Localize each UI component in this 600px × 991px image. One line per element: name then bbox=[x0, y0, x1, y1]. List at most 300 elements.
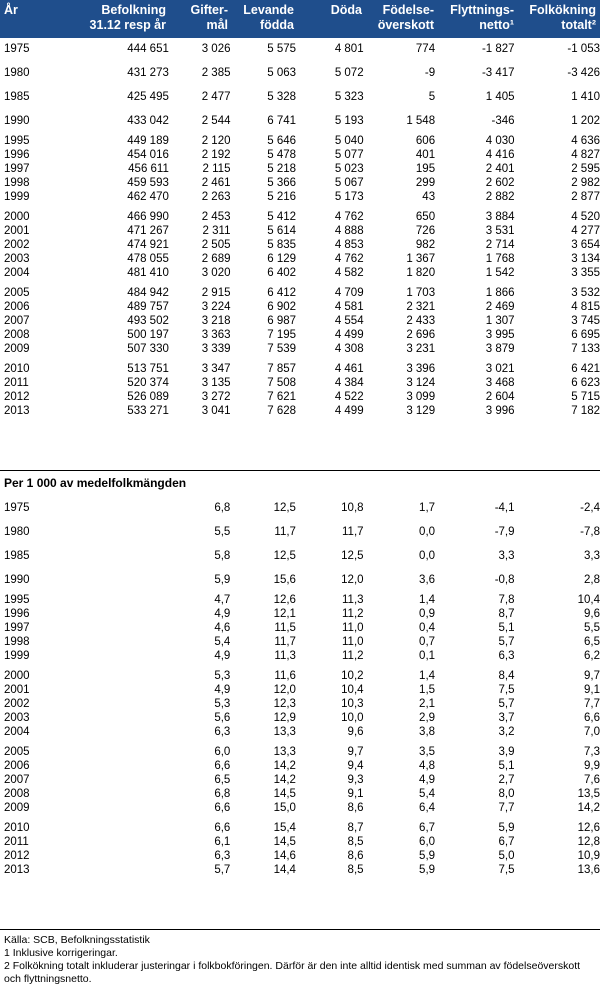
marriages-cell: 3 026 bbox=[201, 43, 231, 55]
total-increase-cell: 3 654 bbox=[571, 239, 600, 251]
births-cell: 14,6 bbox=[273, 850, 296, 862]
deaths-cell: 11,3 bbox=[342, 594, 364, 606]
marriages-cell: 2 192 bbox=[201, 149, 231, 161]
header-births: Levande födda bbox=[243, 3, 294, 32]
total-increase-cell: 9,9 bbox=[584, 760, 600, 772]
population-cell bbox=[64, 821, 169, 835]
marriages-cell: 4,9 bbox=[214, 684, 231, 696]
group-spacer bbox=[0, 515, 600, 525]
births-cell: 7 508 bbox=[267, 377, 297, 389]
total-increase-cell: 7,0 bbox=[584, 726, 600, 738]
net-migration-cell: 7,7 bbox=[498, 802, 515, 814]
natural-increase-cell: 4,8 bbox=[419, 760, 436, 772]
spacer-cell bbox=[0, 515, 600, 525]
population-cell: 478 055 bbox=[127, 253, 169, 265]
population-cell bbox=[64, 773, 169, 787]
year-cell: 2005 bbox=[4, 746, 30, 758]
net-migration-cell: -7,9 bbox=[494, 526, 515, 538]
source-note: Källa: SCB, Befolkningsstatistik bbox=[4, 934, 150, 946]
deaths-cell: 10,3 bbox=[341, 698, 364, 710]
year-cell: 1997 bbox=[4, 622, 30, 634]
table-row bbox=[0, 286, 600, 300]
natural-increase-cell: 1 367 bbox=[406, 253, 436, 265]
births-cell: 5 328 bbox=[267, 91, 297, 103]
natural-increase-cell: 1 703 bbox=[406, 287, 436, 299]
table-row bbox=[0, 745, 600, 759]
deaths-cell: 4 762 bbox=[334, 211, 364, 223]
marriages-cell: 2 915 bbox=[201, 287, 231, 299]
marriages-cell: 5,7 bbox=[214, 864, 231, 876]
table-row bbox=[0, 300, 600, 314]
year-cell: 1995 bbox=[4, 594, 30, 606]
year-cell: 2004 bbox=[4, 267, 30, 279]
year-cell: 2008 bbox=[4, 329, 30, 341]
spacer-cell bbox=[0, 563, 600, 573]
marriages-cell: 5,3 bbox=[214, 698, 231, 710]
net-migration-cell: 8,7 bbox=[498, 608, 515, 620]
year-cell: 2005 bbox=[4, 287, 30, 299]
population-cell bbox=[64, 621, 169, 635]
total-increase-cell: 6 623 bbox=[571, 377, 600, 389]
deaths-cell: 12,5 bbox=[341, 550, 364, 562]
deaths-cell: 8,6 bbox=[347, 802, 364, 814]
year-cell: 2009 bbox=[4, 343, 30, 355]
population-cell: 526 089 bbox=[127, 391, 169, 403]
total-increase-cell: 5,5 bbox=[584, 622, 600, 634]
net-migration-cell: 1 542 bbox=[485, 267, 515, 279]
net-migration-cell: 7,5 bbox=[498, 864, 515, 876]
total-increase-cell: 10,4 bbox=[577, 594, 600, 606]
deaths-cell: 8,5 bbox=[347, 864, 364, 876]
population-cell: 449 189 bbox=[127, 135, 169, 147]
table-row bbox=[0, 593, 600, 607]
deaths-cell: 12,0 bbox=[341, 574, 364, 586]
table-row bbox=[0, 190, 600, 204]
natural-increase-cell: 2 433 bbox=[406, 315, 436, 327]
births-cell: 12,1 bbox=[273, 608, 296, 620]
marriages-cell: 3 363 bbox=[201, 329, 231, 341]
table-row bbox=[0, 759, 600, 773]
section-divider bbox=[0, 470, 600, 471]
total-increase-cell: 7 133 bbox=[571, 343, 600, 355]
net-migration-cell: 5,0 bbox=[498, 850, 515, 862]
natural-increase-cell: 6,4 bbox=[419, 802, 436, 814]
population-cell: 471 267 bbox=[127, 225, 169, 237]
deaths-cell: 4 801 bbox=[334, 43, 364, 55]
births-cell: 6 902 bbox=[267, 301, 297, 313]
year-cell: 2001 bbox=[4, 225, 30, 237]
total-increase-cell: 3,3 bbox=[584, 550, 600, 562]
marriages-cell: 6,0 bbox=[214, 746, 231, 758]
total-increase-cell: 3 355 bbox=[571, 267, 600, 279]
net-migration-cell: 5,7 bbox=[498, 698, 515, 710]
marriages-cell: 2 385 bbox=[201, 67, 231, 79]
births-cell: 5 835 bbox=[267, 239, 297, 251]
header-total-increase: Folkökning totalt² bbox=[529, 3, 596, 32]
births-cell: 14,5 bbox=[273, 788, 296, 800]
natural-increase-cell: 0,4 bbox=[419, 622, 436, 634]
natural-increase-cell: 2 696 bbox=[406, 329, 436, 341]
deaths-cell: 4 853 bbox=[334, 239, 364, 251]
total-increase-cell: 6,6 bbox=[584, 712, 600, 724]
table-row bbox=[0, 162, 600, 176]
year-cell: 2011 bbox=[4, 377, 29, 389]
net-migration-cell: 2,7 bbox=[498, 774, 515, 786]
net-migration-cell: 8,4 bbox=[498, 670, 515, 682]
table-row bbox=[0, 224, 600, 238]
natural-increase-cell: 43 bbox=[422, 191, 436, 203]
footer-divider bbox=[0, 929, 600, 930]
year-cell: 2003 bbox=[4, 712, 30, 724]
group-spacer bbox=[0, 56, 600, 66]
natural-increase-cell: 3,5 bbox=[419, 746, 436, 758]
total-increase-cell: 14,2 bbox=[577, 802, 600, 814]
population-cell: 520 374 bbox=[127, 377, 169, 389]
deaths-cell: 5 323 bbox=[334, 91, 364, 103]
deaths-cell: 4 308 bbox=[334, 343, 364, 355]
marriages-cell: 2 263 bbox=[201, 191, 231, 203]
table-row bbox=[0, 607, 600, 621]
births-cell: 12,3 bbox=[273, 698, 296, 710]
table-row bbox=[0, 134, 600, 148]
total-increase-cell: 2 877 bbox=[571, 191, 600, 203]
population-cell bbox=[64, 801, 169, 815]
births-cell: 5 216 bbox=[267, 191, 297, 203]
natural-increase-cell: 5,9 bbox=[419, 864, 436, 876]
natural-increase-cell: 606 bbox=[415, 135, 436, 147]
year-cell: 2007 bbox=[4, 774, 30, 786]
natural-increase-cell: 4,9 bbox=[419, 774, 436, 786]
net-migration-cell: 7,8 bbox=[498, 594, 515, 606]
year-cell: 1998 bbox=[4, 636, 30, 648]
births-cell: 11,6 bbox=[274, 670, 296, 682]
births-cell: 14,4 bbox=[273, 864, 296, 876]
marriages-cell: 5,6 bbox=[214, 712, 231, 724]
group-spacer bbox=[0, 104, 600, 114]
year-cell: 1975 bbox=[4, 502, 30, 514]
footnote-2: 2 Folkökning totalt inkluderar justeringar i folkbokföringen. Därför är den inte alltid identisk med summan av födelseöverskott och flyttningsnetto. bbox=[4, 960, 581, 985]
deaths-cell: 8,7 bbox=[347, 822, 364, 834]
marriages-cell: 3 339 bbox=[201, 343, 231, 355]
spacer-cell bbox=[0, 539, 600, 549]
population-cell: 462 470 bbox=[127, 191, 169, 203]
natural-increase-cell: 3 396 bbox=[406, 363, 436, 375]
natural-increase-cell: 2,9 bbox=[419, 712, 436, 724]
deaths-cell: 4 499 bbox=[334, 329, 364, 341]
table-row bbox=[0, 549, 600, 563]
population-cell bbox=[64, 863, 169, 877]
births-cell: 12,5 bbox=[273, 550, 296, 562]
marriages-cell: 6,3 bbox=[214, 850, 231, 862]
table-row bbox=[0, 711, 600, 725]
total-increase-cell: 9,7 bbox=[584, 670, 600, 682]
year-cell: 2013 bbox=[4, 864, 30, 876]
net-migration-cell: -1 827 bbox=[481, 43, 515, 55]
births-cell: 6 129 bbox=[267, 253, 297, 265]
population-cell: 507 330 bbox=[127, 343, 169, 355]
footnote-1: 1 Inklusive korrigeringar. bbox=[4, 947, 118, 959]
births-cell: 6 987 bbox=[267, 315, 297, 327]
births-cell: 11,5 bbox=[274, 622, 296, 634]
deaths-cell: 9,6 bbox=[347, 726, 364, 738]
natural-increase-cell: 1,7 bbox=[419, 502, 436, 514]
natural-increase-cell: 5,4 bbox=[419, 788, 436, 800]
table-row bbox=[0, 42, 600, 56]
year-cell: 2012 bbox=[4, 391, 30, 403]
year-cell: 2007 bbox=[4, 315, 30, 327]
net-migration-cell: 3 531 bbox=[485, 225, 515, 237]
population-cell bbox=[64, 635, 169, 649]
year-cell: 2006 bbox=[4, 760, 30, 772]
total-increase-cell: 13,6 bbox=[577, 864, 600, 876]
natural-increase-cell: -9 bbox=[424, 67, 436, 79]
births-cell: 12,0 bbox=[273, 684, 296, 696]
population-cell: 444 651 bbox=[127, 43, 169, 55]
marriages-cell: 3 272 bbox=[201, 391, 231, 403]
deaths-cell: 10,8 bbox=[341, 502, 364, 514]
natural-increase-cell: 3 231 bbox=[406, 343, 436, 355]
total-increase-cell: 7,3 bbox=[584, 746, 600, 758]
total-increase-cell: 7,7 bbox=[584, 698, 600, 710]
births-cell: 5 218 bbox=[267, 163, 297, 175]
marriages-cell: 4,7 bbox=[214, 594, 231, 606]
total-increase-cell: 6 695 bbox=[571, 329, 600, 341]
total-increase-cell: -2,4 bbox=[580, 502, 600, 514]
net-migration-cell: 2 469 bbox=[485, 301, 515, 313]
total-increase-cell: 5 715 bbox=[571, 391, 600, 403]
year-cell: 2000 bbox=[4, 211, 30, 223]
natural-increase-cell: 774 bbox=[415, 43, 436, 55]
table-row bbox=[0, 390, 600, 404]
year-cell: 1997 bbox=[4, 163, 30, 175]
population-cell: 431 273 bbox=[127, 67, 169, 79]
deaths-cell: 4 499 bbox=[334, 405, 364, 417]
total-increase-cell: -3 426 bbox=[567, 67, 600, 79]
natural-increase-cell: 1,4 bbox=[419, 594, 436, 606]
total-increase-cell: 2 982 bbox=[571, 177, 600, 189]
year-cell: 2006 bbox=[4, 301, 30, 313]
natural-increase-cell: 3 099 bbox=[406, 391, 436, 403]
net-migration-cell: 5,1 bbox=[498, 760, 515, 772]
net-migration-cell: 3,2 bbox=[498, 726, 515, 738]
total-increase-cell: 10,9 bbox=[577, 850, 600, 862]
table-row bbox=[0, 697, 600, 711]
table-row bbox=[0, 238, 600, 252]
deaths-cell: 4 888 bbox=[334, 225, 364, 237]
natural-increase-cell: 0,0 bbox=[419, 550, 436, 562]
natural-increase-cell: 982 bbox=[415, 239, 436, 251]
deaths-cell: 4 582 bbox=[334, 267, 364, 279]
table-row bbox=[0, 90, 600, 104]
deaths-cell: 9,1 bbox=[347, 788, 364, 800]
population-cell: 489 757 bbox=[127, 301, 169, 313]
total-increase-cell: 13,5 bbox=[577, 788, 600, 800]
table-row bbox=[0, 66, 600, 80]
table-row bbox=[0, 787, 600, 801]
marriages-cell: 3 218 bbox=[201, 315, 231, 327]
deaths-cell: 8,5 bbox=[347, 836, 364, 848]
year-cell: 1998 bbox=[4, 177, 30, 189]
natural-increase-cell: 401 bbox=[415, 149, 436, 161]
net-migration-cell: 7,5 bbox=[498, 684, 515, 696]
table-row bbox=[0, 835, 600, 849]
year-cell: 1975 bbox=[4, 43, 30, 55]
net-migration-cell: 5,7 bbox=[498, 636, 515, 648]
table-row bbox=[0, 176, 600, 190]
table-row bbox=[0, 342, 600, 356]
natural-increase-cell: 0,0 bbox=[419, 526, 436, 538]
total-increase-cell: 4 520 bbox=[571, 211, 600, 223]
marriages-cell: 2 477 bbox=[201, 91, 231, 103]
marriages-cell: 6,6 bbox=[214, 822, 231, 834]
table-row bbox=[0, 669, 600, 683]
natural-increase-cell: 1,5 bbox=[419, 684, 436, 696]
natural-increase-cell: 6,7 bbox=[419, 822, 436, 834]
population-cell bbox=[64, 835, 169, 849]
total-increase-cell: 1 410 bbox=[571, 91, 600, 103]
table-row bbox=[0, 376, 600, 390]
net-migration-cell: 3 884 bbox=[485, 211, 515, 223]
deaths-cell: 5 023 bbox=[334, 163, 364, 175]
group-spacer bbox=[0, 80, 600, 90]
rate-section-title: Per 1 000 av medelfolkmängden bbox=[4, 476, 187, 490]
total-increase-cell: 4 636 bbox=[571, 135, 600, 147]
net-migration-cell: 3 468 bbox=[485, 377, 515, 389]
table-row bbox=[0, 210, 600, 224]
deaths-cell: 4 554 bbox=[334, 315, 364, 327]
births-cell: 13,3 bbox=[273, 726, 296, 738]
natural-increase-cell: 0,1 bbox=[419, 650, 436, 662]
net-migration-cell: 2 401 bbox=[485, 163, 515, 175]
deaths-cell: 5 193 bbox=[334, 115, 364, 127]
net-migration-cell: 5,9 bbox=[498, 822, 515, 834]
absolute-values-table bbox=[0, 42, 600, 418]
population-cell: 513 751 bbox=[127, 363, 169, 375]
total-increase-cell: 3 745 bbox=[571, 315, 600, 327]
deaths-cell: 5 077 bbox=[334, 149, 364, 161]
marriages-cell: 5,9 bbox=[214, 574, 231, 586]
net-migration-cell: 3,9 bbox=[498, 746, 515, 758]
natural-increase-cell: 2 321 bbox=[406, 301, 436, 313]
total-increase-cell: 4 815 bbox=[571, 301, 600, 313]
marriages-cell: 4,6 bbox=[214, 622, 231, 634]
table-row bbox=[0, 252, 600, 266]
table-row bbox=[0, 683, 600, 697]
births-cell: 5 478 bbox=[267, 149, 297, 161]
population-cell: 500 197 bbox=[127, 329, 169, 341]
year-cell: 2013 bbox=[4, 405, 30, 417]
net-migration-cell: 4 416 bbox=[485, 149, 515, 161]
population-cell bbox=[64, 725, 169, 739]
natural-increase-cell: 650 bbox=[415, 211, 436, 223]
marriages-cell: 5,3 bbox=[214, 670, 231, 682]
population-cell bbox=[64, 745, 169, 759]
net-migration-cell: -346 bbox=[491, 115, 515, 127]
natural-increase-cell: 0,7 bbox=[419, 636, 436, 648]
total-increase-cell: 3 532 bbox=[571, 287, 600, 299]
births-cell: 14,5 bbox=[273, 836, 296, 848]
year-cell: 2009 bbox=[4, 802, 30, 814]
births-cell: 12,9 bbox=[273, 712, 296, 724]
year-cell: 1996 bbox=[4, 608, 30, 620]
year-cell: 1980 bbox=[4, 526, 30, 538]
total-increase-cell: 12,8 bbox=[577, 836, 600, 848]
table-row bbox=[0, 404, 600, 418]
marriages-cell: 3 020 bbox=[201, 267, 231, 279]
marriages-cell: 3 135 bbox=[201, 377, 231, 389]
group-spacer bbox=[0, 563, 600, 573]
marriages-cell: 2 505 bbox=[201, 239, 231, 251]
deaths-cell: 9,3 bbox=[347, 774, 364, 786]
population-cell: 474 921 bbox=[127, 239, 169, 251]
header-natural-increase: Födelse- överskott bbox=[377, 3, 434, 32]
table-row bbox=[0, 863, 600, 877]
net-migration-cell: 3 021 bbox=[485, 363, 515, 375]
natural-increase-cell: 195 bbox=[415, 163, 436, 175]
table-row bbox=[0, 114, 600, 128]
total-increase-cell: 1 202 bbox=[571, 115, 600, 127]
natural-increase-cell: 5,9 bbox=[419, 850, 436, 862]
births-cell: 5 614 bbox=[267, 225, 297, 237]
natural-increase-cell: 3,8 bbox=[419, 726, 436, 738]
marriages-cell: 3 347 bbox=[201, 363, 231, 375]
births-cell: 5 366 bbox=[267, 177, 297, 189]
births-cell: 5 575 bbox=[267, 43, 297, 55]
year-cell: 2012 bbox=[4, 850, 30, 862]
natural-increase-cell: 1,4 bbox=[419, 670, 436, 682]
net-migration-cell: 1 307 bbox=[485, 315, 515, 327]
natural-increase-cell: 2,1 bbox=[419, 698, 436, 710]
population-cell bbox=[64, 549, 169, 563]
deaths-cell: 4 709 bbox=[334, 287, 364, 299]
natural-increase-cell: 1 548 bbox=[406, 115, 436, 127]
births-cell: 6 402 bbox=[267, 267, 297, 279]
year-cell: 2010 bbox=[4, 363, 30, 375]
deaths-cell: 5 067 bbox=[334, 177, 364, 189]
total-increase-cell: 2,8 bbox=[584, 574, 600, 586]
population-cell: 466 990 bbox=[127, 211, 169, 223]
marriages-cell: 4,9 bbox=[214, 650, 231, 662]
total-increase-cell: 6 421 bbox=[571, 363, 600, 375]
year-cell: 2008 bbox=[4, 788, 30, 800]
table-row bbox=[0, 148, 600, 162]
net-migration-cell: 2 882 bbox=[485, 191, 515, 203]
year-cell: 2004 bbox=[4, 726, 30, 738]
population-cell bbox=[64, 593, 169, 607]
deaths-cell: 11,2 bbox=[342, 650, 364, 662]
marriages-cell: 6,8 bbox=[214, 502, 231, 514]
natural-increase-cell: 299 bbox=[415, 177, 436, 189]
header-year: År bbox=[4, 3, 18, 17]
births-cell: 7 621 bbox=[267, 391, 297, 403]
marriages-cell: 2 115 bbox=[202, 163, 231, 175]
total-increase-cell: 4 277 bbox=[571, 225, 600, 237]
population-cell: 425 495 bbox=[127, 91, 169, 103]
marriages-cell: 2 689 bbox=[201, 253, 231, 265]
births-cell: 15,4 bbox=[273, 822, 296, 834]
natural-increase-cell: 3 124 bbox=[406, 377, 436, 389]
total-increase-cell: 12,6 bbox=[577, 822, 600, 834]
net-migration-cell: -4,1 bbox=[494, 502, 515, 514]
marriages-cell: 6,5 bbox=[214, 774, 231, 786]
net-migration-cell: 4 030 bbox=[485, 135, 515, 147]
net-migration-cell: 3 995 bbox=[485, 329, 515, 341]
deaths-cell: 11,7 bbox=[342, 526, 364, 538]
population-cell bbox=[64, 501, 169, 515]
population-cell: 456 611 bbox=[128, 163, 169, 175]
deaths-cell: 10,4 bbox=[341, 684, 364, 696]
births-cell: 13,3 bbox=[273, 746, 296, 758]
